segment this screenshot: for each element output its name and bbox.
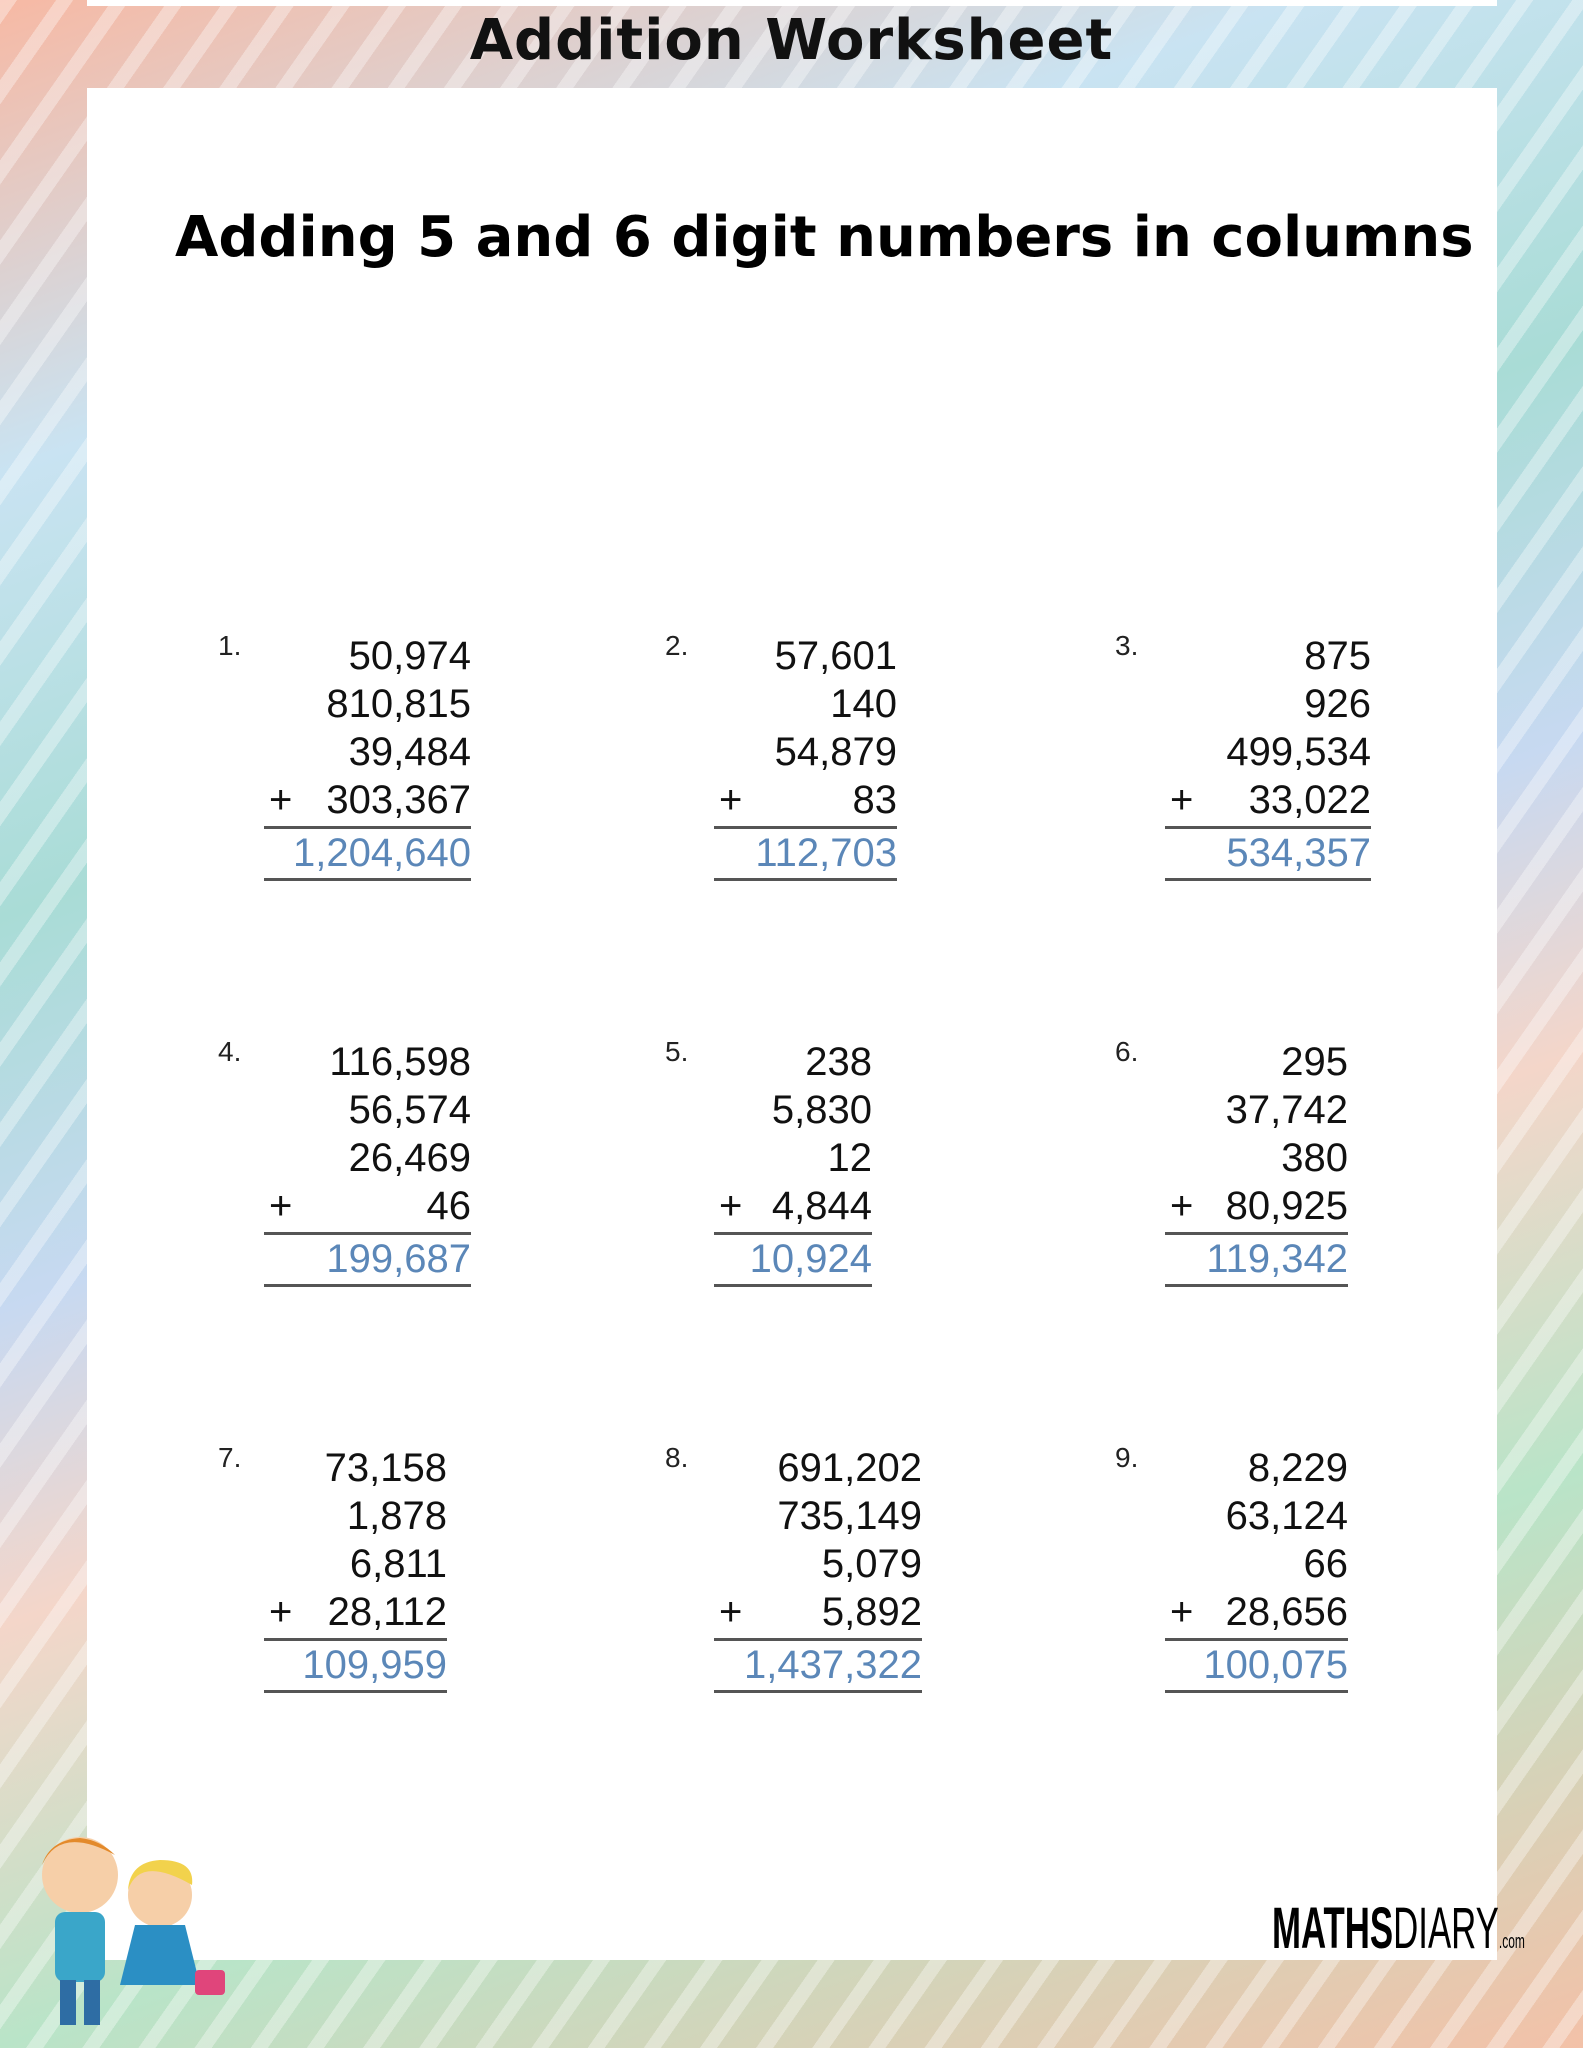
answer: 199,687 (326, 1237, 471, 1281)
addend: 5,892 (821, 1590, 922, 1634)
addend: 73,158 (324, 1446, 447, 1490)
plus-sign: + (719, 778, 743, 822)
addition-problem (264, 1038, 471, 1298)
addend: 499,534 (1226, 730, 1371, 774)
addition-problem (1165, 1444, 1348, 1704)
addend: 56,574 (348, 1088, 471, 1132)
problem-number: 3. (1115, 630, 1139, 661)
problem-number: 4. (218, 1036, 242, 1067)
answer-underline (264, 1284, 471, 1287)
addend: 116,598 (329, 1040, 471, 1084)
plus-sign: + (1170, 1184, 1194, 1228)
addition-problem (714, 1038, 872, 1298)
addend: 303,367 (326, 778, 471, 822)
answer: 1,437,322 (744, 1643, 922, 1687)
addend: 54,879 (774, 730, 897, 774)
addend: 4,844 (771, 1184, 872, 1228)
problem-number: 5. (665, 1036, 689, 1067)
addition-problem (264, 632, 471, 892)
top-border (87, 0, 1497, 6)
plus-sign: + (269, 1184, 293, 1228)
addend: 295 (1281, 1040, 1348, 1084)
addend: 8,229 (1247, 1446, 1348, 1490)
problem-number: 6. (1115, 1036, 1139, 1067)
addend: 380 (1281, 1136, 1348, 1180)
addend: 5,079 (821, 1542, 922, 1586)
addend: 735,149 (777, 1494, 922, 1538)
worksheet-subtitle: Adding 5 and 6 digit numbers in columns (175, 205, 1474, 270)
answer: 10,924 (749, 1237, 872, 1281)
answer: 1,204,640 (293, 831, 471, 875)
answer: 109,959 (302, 1643, 447, 1687)
addend: 83 (852, 778, 897, 822)
plus-sign: + (719, 1590, 743, 1634)
addend: 28,112 (327, 1590, 447, 1634)
answer-underline (264, 1690, 447, 1693)
addend: 810,815 (326, 682, 471, 726)
addend: 140 (830, 682, 897, 726)
addend: 6,811 (349, 1542, 447, 1586)
addend: 238 (805, 1040, 872, 1084)
answer: 112,703 (755, 831, 897, 875)
addend: 33,022 (1248, 778, 1371, 822)
problem-number: 2. (665, 630, 689, 661)
addend: 80,925 (1225, 1184, 1348, 1228)
problem-number: 7. (218, 1442, 242, 1473)
addend: 57,601 (774, 634, 897, 678)
addend: 28,656 (1225, 1590, 1348, 1634)
addend: 39,484 (348, 730, 471, 774)
addend: 26,469 (348, 1136, 471, 1180)
answer-underline (1165, 1284, 1348, 1287)
answer: 534,357 (1226, 831, 1371, 875)
answer-underline (1165, 1690, 1348, 1693)
addend: 37,742 (1225, 1088, 1348, 1132)
answer-underline (264, 878, 471, 881)
answer-underline (714, 878, 897, 881)
addend: 1,878 (346, 1494, 447, 1538)
plus-sign: + (719, 1184, 743, 1228)
problem-number: 8. (665, 1442, 689, 1473)
addend: 66 (1303, 1542, 1348, 1586)
addend: 926 (1304, 682, 1371, 726)
plus-sign: + (269, 778, 293, 822)
plus-sign: + (269, 1590, 293, 1634)
worksheet-title: Addition Worksheet (469, 8, 1114, 73)
addend: 875 (1304, 634, 1371, 678)
addend: 63,124 (1225, 1494, 1348, 1538)
mathsdiary-logo: MATHSDIARY.com (1272, 1896, 1525, 1961)
addition-problem (264, 1444, 447, 1704)
problem-number: 1. (218, 630, 242, 661)
answer-underline (1165, 878, 1371, 881)
addend: 5,830 (771, 1088, 872, 1132)
addend: 46 (426, 1184, 471, 1228)
addition-problem (714, 632, 897, 892)
addend: 50,974 (348, 634, 471, 678)
answer: 100,075 (1203, 1643, 1348, 1687)
plus-sign: + (1170, 1590, 1194, 1634)
answer-underline (714, 1284, 872, 1287)
answer: 119,342 (1206, 1237, 1348, 1281)
addition-problem (714, 1444, 922, 1704)
answer-underline (714, 1690, 922, 1693)
plus-sign: + (1170, 778, 1194, 822)
kids-illustration-icon (20, 1820, 230, 2040)
addition-problem (1165, 1038, 1348, 1298)
addend: 691,202 (777, 1446, 922, 1490)
problem-number: 9. (1115, 1442, 1139, 1473)
addition-problem (1165, 632, 1371, 892)
addend: 12 (827, 1136, 872, 1180)
